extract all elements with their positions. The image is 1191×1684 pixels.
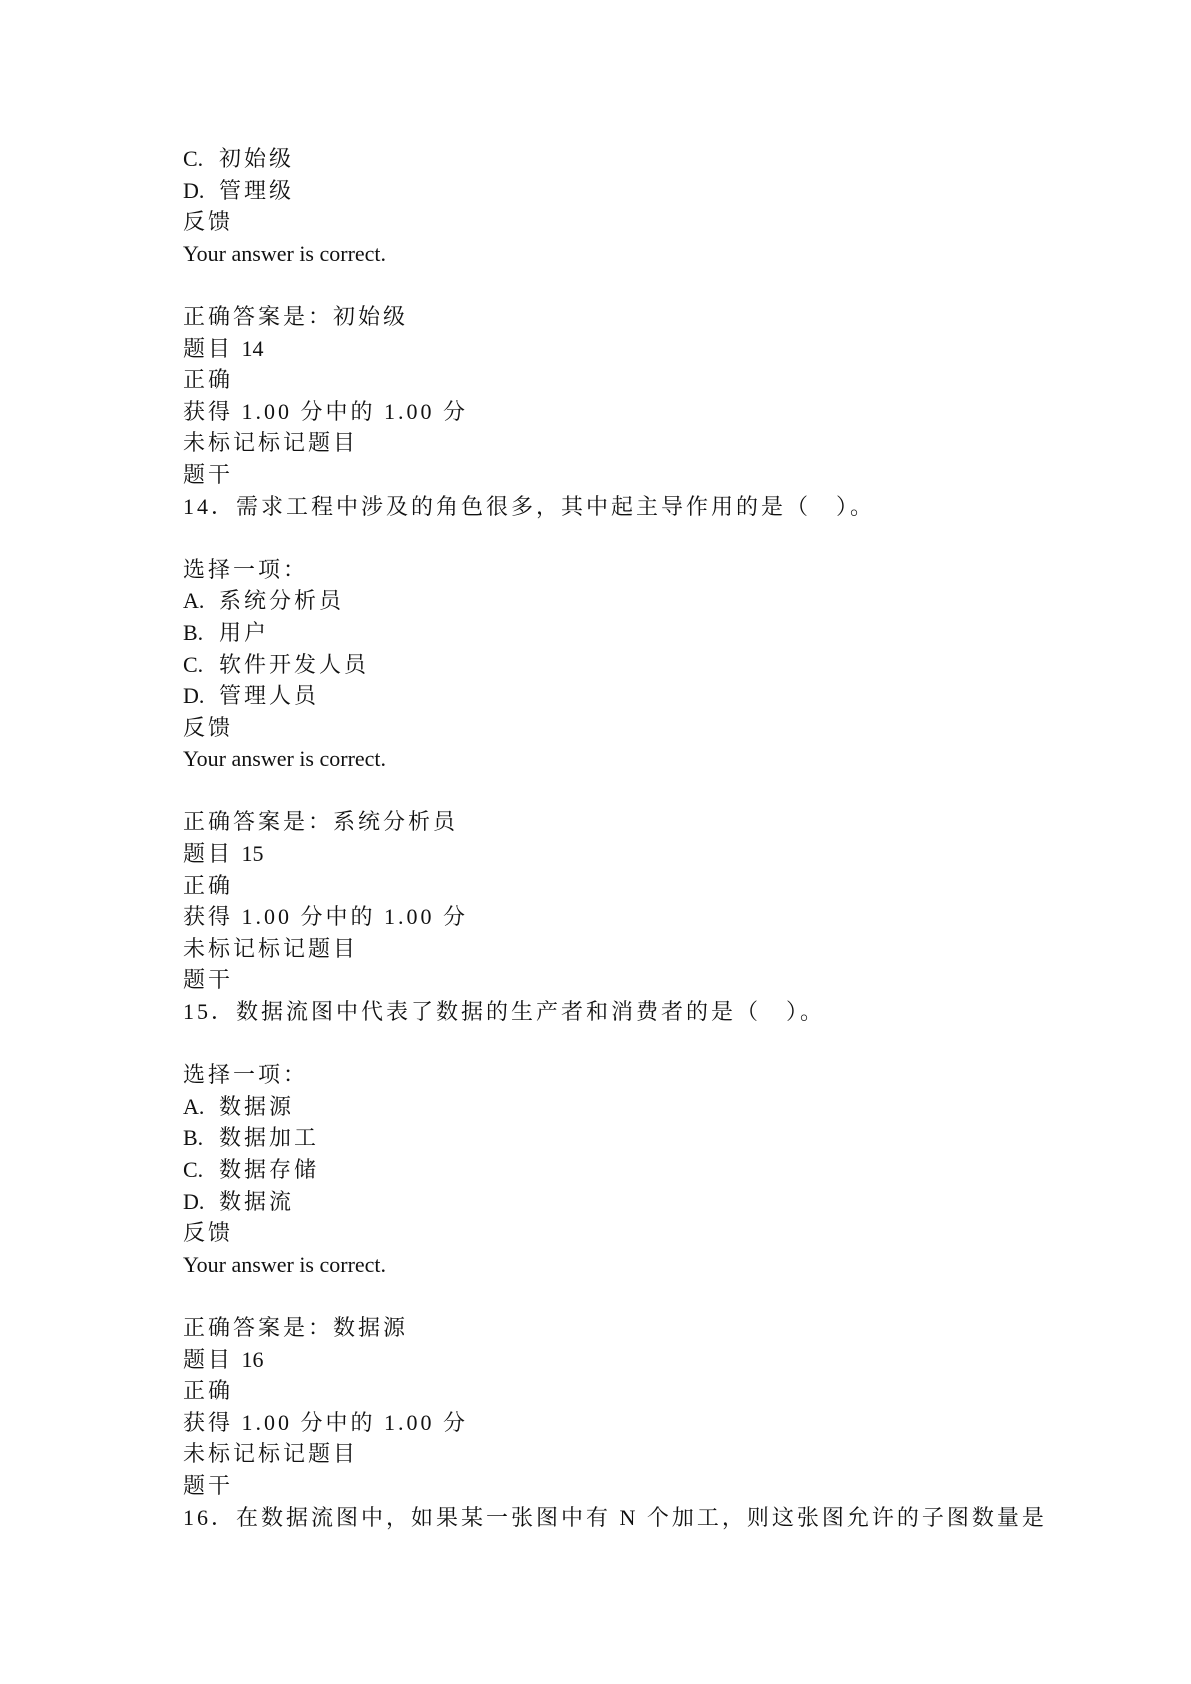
option-text: 管理人员	[219, 683, 320, 709]
feedback-text: Your answer is correct.	[183, 240, 387, 266]
question-score: 获得 1.00 分中的 1.00 分	[183, 398, 469, 424]
question-number: 14	[241, 335, 264, 361]
option-letter: B.	[183, 1125, 204, 1151]
option-text: 管理级	[219, 177, 295, 203]
option-d[interactable]	[183, 1186, 1103, 1218]
option-text: 数据存储	[219, 1157, 320, 1182]
feedback-text: Your answer is correct.	[183, 1251, 387, 1277]
option-letter: C.	[183, 651, 204, 677]
correct-answer: 正确答案是：数据源	[183, 1314, 409, 1340]
question-title	[183, 838, 1103, 870]
option-letter: A.	[183, 588, 205, 614]
feedback-label: 反馈	[183, 209, 234, 235]
question-status: 正确	[183, 1378, 234, 1404]
stem-label: 题干	[183, 1472, 234, 1498]
feedback-label: 反馈	[183, 714, 234, 740]
option-letter: D.	[183, 1188, 205, 1214]
option-text: 初始级	[219, 146, 295, 171]
question-title-prefix: 题目	[183, 841, 234, 867]
correct-answer: 正确答案是：系统分析员	[183, 809, 459, 835]
correct-answer: 正确答案是：初始级	[183, 303, 409, 329]
option-c[interactable]	[183, 649, 1103, 681]
option-a[interactable]	[183, 1091, 1103, 1123]
option-b[interactable]	[183, 617, 1103, 649]
option-text: 数据加工	[219, 1125, 320, 1151]
option-text: 系统分析员	[219, 588, 345, 614]
question-number: 15	[241, 841, 264, 867]
stem-label: 题干	[183, 967, 234, 993]
option-text: 数据源	[219, 1093, 295, 1119]
option-letter: D.	[183, 683, 205, 709]
option-letter: C.	[183, 1157, 204, 1182]
question-stem: 14．需求工程中涉及的角色很多，其中起主导作用的是（ ）。	[183, 493, 876, 519]
question-title-prefix: 题目	[183, 335, 234, 361]
spacer	[183, 1028, 1103, 1060]
question-stem: 16．在数据流图中，如果某一张图中有 N 个加工，则这张图允许的子图数量是	[183, 1504, 1047, 1530]
spacer	[183, 522, 1103, 554]
question-stem: 15．数据流图中代表了数据的生产者和消费者的是（ ）。	[183, 999, 826, 1025]
option-letter: C.	[183, 146, 204, 171]
question-score: 获得 1.00 分中的 1.00 分	[183, 1409, 469, 1435]
question-title	[183, 333, 1103, 365]
document-page	[183, 143, 1103, 1533]
question-status: 正确	[183, 367, 234, 393]
question-score: 获得 1.00 分中的 1.00 分	[183, 904, 469, 930]
feedback-text: Your answer is correct.	[183, 746, 387, 772]
option-c	[183, 143, 1103, 175]
option-letter: D.	[183, 177, 205, 203]
question-status: 正确	[183, 872, 234, 898]
flag-question-link[interactable]: 未标记标记题目	[183, 1441, 359, 1467]
option-text: 用户	[219, 619, 270, 645]
option-d	[183, 175, 1103, 207]
option-letter: B.	[183, 619, 204, 645]
option-d[interactable]	[183, 680, 1103, 712]
question-title-prefix: 题目	[183, 1346, 234, 1372]
option-letter: A.	[183, 1093, 205, 1119]
option-text: 数据流	[219, 1188, 295, 1214]
spacer	[183, 775, 1103, 807]
choose-one-label: 选择一项：	[183, 1062, 309, 1088]
stem-label: 题干	[183, 461, 234, 487]
option-c[interactable]	[183, 1154, 1103, 1186]
option-b[interactable]	[183, 1122, 1103, 1154]
flag-question-link[interactable]: 未标记标记题目	[183, 935, 359, 961]
flag-question-link[interactable]: 未标记标记题目	[183, 430, 359, 456]
option-text: 软件开发人员	[219, 651, 370, 677]
question-number: 16	[241, 1346, 264, 1372]
feedback-label: 反馈	[183, 1220, 234, 1246]
spacer	[183, 269, 1103, 301]
spacer	[183, 1280, 1103, 1312]
option-a[interactable]	[183, 585, 1103, 617]
choose-one-label: 选择一项：	[183, 556, 309, 582]
question-title	[183, 1344, 1103, 1376]
